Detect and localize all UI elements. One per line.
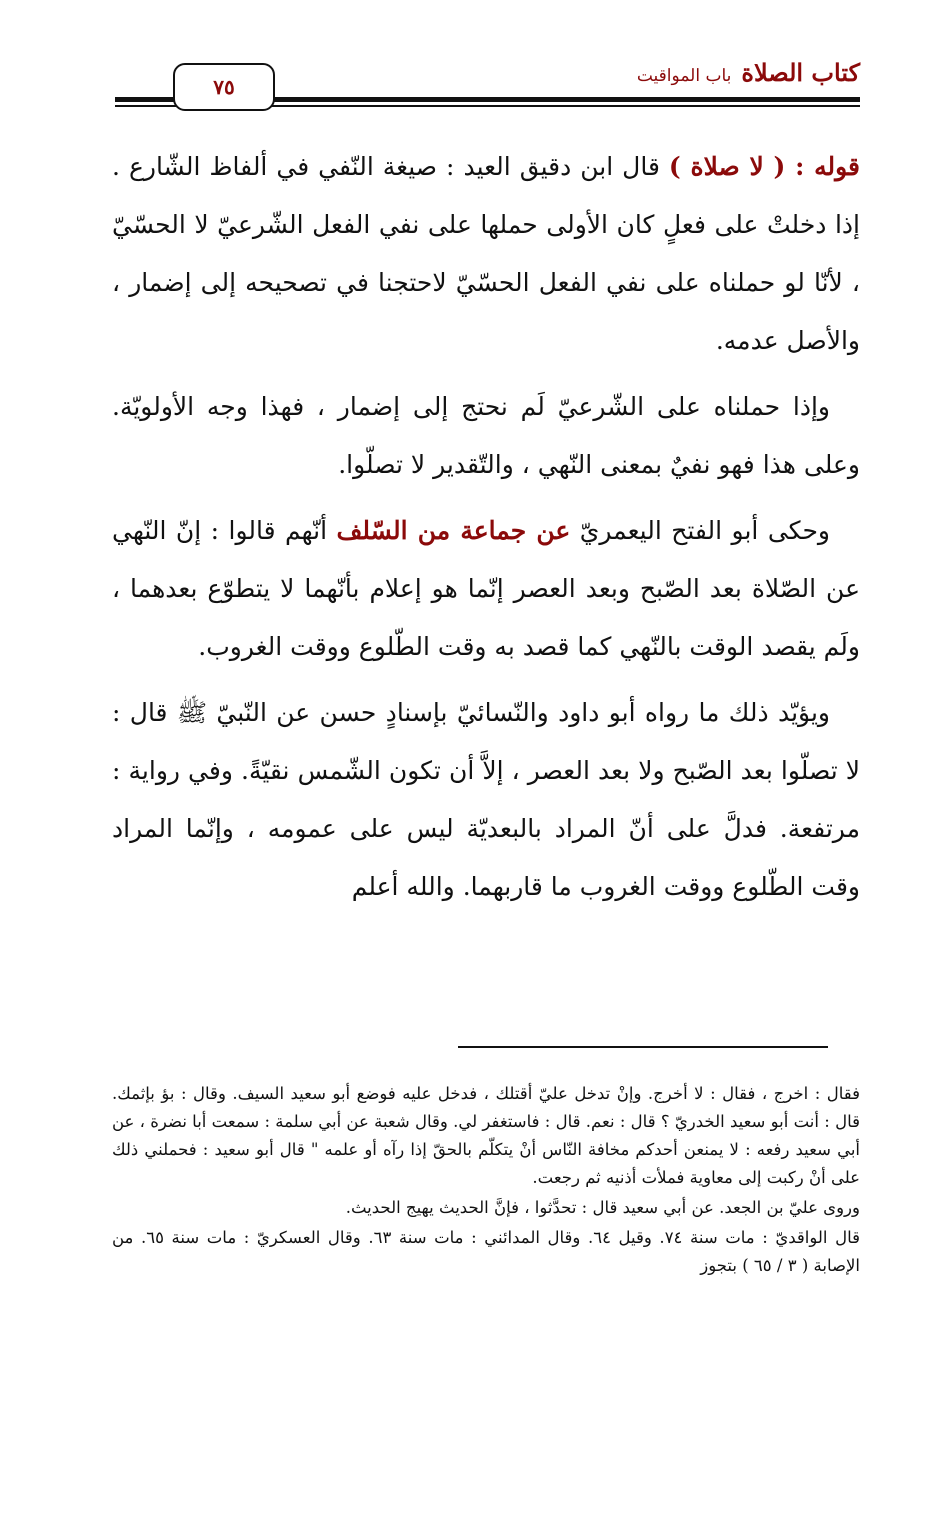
page-number: ٧٥: [173, 63, 275, 111]
footnote-separator: [458, 1046, 828, 1048]
header-title: [637, 58, 860, 87]
page-header: [115, 50, 860, 110]
paragraph-2: وإذا حملناه على الشّرعيّ لَم نحتج إلى إضمار ، فهذا وجه الأولويّة. وعلى هذا فهو نفيٌ بمعنى النّهي ، والتّقدير لا تصلّوا.: [112, 392, 860, 479]
paragraph-1: [112, 138, 860, 370]
book-title: كتاب الصلاة: [741, 58, 860, 87]
paragraph-3-before: وحكى أبو الفتح اليعمريّ: [570, 516, 830, 545]
footnote-1: فقال : اخرج ، فقال : لا أخرج. وإنْ تدخل عليّ أقتلك ، فدخل عليه فوضع أبو سعيد السيف. وقال : بؤ بإثمك. قال : أنت أبو سعيد الخدريّ ؟ قال : نعم. قال : فاستغفر لي. وقال شعبة عن أبي سلمة : سمعت أبا نضرة ، عن أبي سعيد رفعه : لا يمنعن أحدكم مخافة النّاس أنْ يتكلّم بالحقّ إذا رآه أو علمه " قال أبو سعيد : فحملني ذلك على أنْ ركبت إلى معاوية فملأت أذنيه ثم رجعت.: [112, 1084, 860, 1187]
paragraph-3-after: أنّهم قالوا : إنّ النّهي عن الصّلاة بعد الصّبح وبعد العصر إنّما هو إعلام بأنّهما لا يتطوّع بعدهما ، ولَم يقصد الوقت بالنّهي كما قصد به وقت الطّلوع ووقت الغروب.: [112, 516, 860, 661]
main-text: [112, 138, 860, 924]
paragraph-1-text: قال ابن دقيق العيد : صيغة النّفي في ألفاظ الشّارع . إذا دخلتْ على فعلٍ كان الأولى حملها على نفي الفعل الشّرعيّ لا الحسّيّ ، لأنّا لو حملناه على نفي الفعل الحسّيّ لاحتجنا في تصحيحه إلى إضمار ، والأصل عدمه.: [112, 152, 860, 355]
paragraph-4: ويؤيّد ذلك ما رواه أبو داود والنّسائيّ بإسنادٍ حسن عن النّبيّ ﷺ قال : لا تصلّوا بعد الصّبح ولا بعد العصر ، إلاَّ أن تكون الشّمس نقيّةً. وفي رواية : مرتفعة. فدلَّ على أنّ المراد بالبعديّة ليس على عمومه ، وإنّما المراد وقت الطّلوع ووقت الغروب ما قاربهما. والله أعلم: [112, 698, 860, 901]
footnote-3: قال الواقديّ : مات سنة ٧٤. وقيل ٦٤. وقال المدائني : مات سنة ٦٣. وقال العسكريّ : مات سنة ٦٥. من الإصابة ( ٣ / ٦٥ ) بتجوز: [112, 1228, 860, 1275]
paragraph-3: [112, 502, 860, 676]
footnote-2: وروى عليّ بن الجعد. عن أبي سعيد قال : تحدَّثوا ، فإنَّ الحديث يهيج الحديث.: [345, 1198, 860, 1217]
footnotes: [112, 1080, 860, 1282]
chapter-title: باب المواقيت: [636, 66, 732, 86]
paragraph-3-highlight: عن جماعة من السّلف: [336, 516, 571, 545]
quote-label: قوله : ( لا صلاة ): [668, 152, 860, 181]
